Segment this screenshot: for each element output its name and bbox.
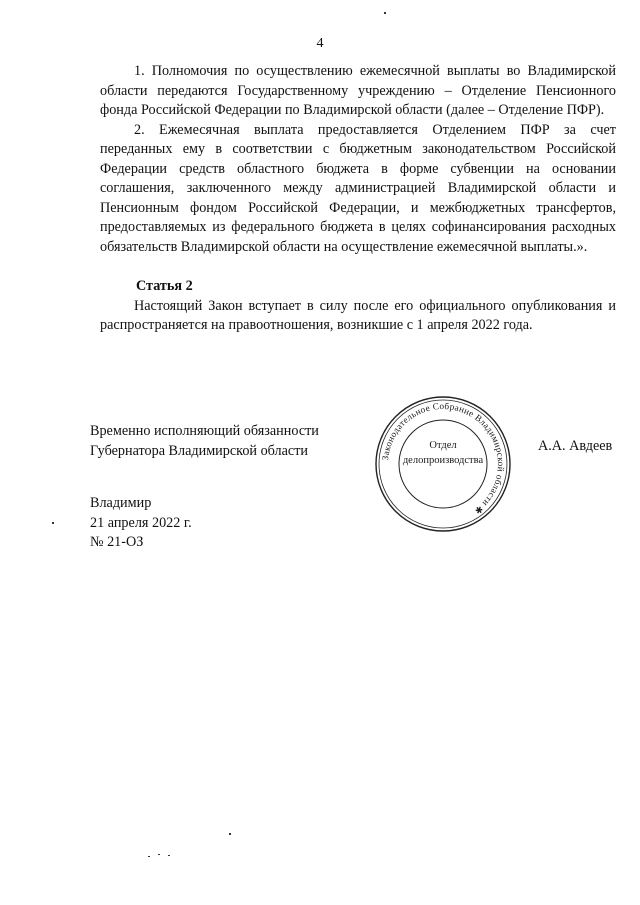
scan-speck [52, 522, 54, 524]
signature-title-line-1: Временно исполняющий обязанности [90, 423, 319, 439]
issue-date: 21 апреля 2022 г. [90, 514, 192, 531]
stamp-center-text [391, 438, 495, 468]
stamp-center-line-2: делопроизводства [402, 455, 484, 466]
scan-speck [384, 12, 386, 14]
issue-details [90, 494, 192, 553]
scan-speck [168, 855, 170, 856]
article-heading: Статья 2 [136, 278, 193, 294]
scan-speck [148, 856, 150, 857]
signature-title-line-2: Губернатора Владимирской области [90, 442, 308, 459]
scan-speck [229, 833, 231, 835]
signatory-name: А.А. Авдеев [538, 438, 613, 454]
issue-city: Владимир [90, 495, 152, 511]
document-body [100, 62, 616, 336]
paragraph-1: 1. Полномочия по осуществлению ежемесячной выплаты во Владимирской области передаются Государственному учреждению – Отделение Пенсионного фонда Российской Федерации по Владимирской области (далее – Отделение ПФР). [100, 63, 616, 118]
signature-title [90, 422, 319, 461]
law-number: № 21-ОЗ [90, 534, 144, 550]
svg-text:Законодательное Собрание Влади: Законодательное Собрание Владимирской области ✱ [380, 400, 507, 517]
article-text: Настоящий Закон вступает в силу после его официального опубликования и распространяется на правоотношения, возникшие с 1 апреля 2022 года. [100, 297, 616, 333]
page-number: 4 [316, 36, 324, 51]
paragraph-2: 2. Ежемесячная выплата предоставляется Отделением ПФР за счет переданных ему в соответствии с бюджетным законодательством Российской Федерации средств областного бюджета в форме субвенции на основании соглашения, заключенного между администрацией Владимирской области и Пенсионным фондом Российской Федерации, и межбюджетных трансфертов, предоставляемых из федерального бюджета в целях софинансирования расходных обязательств Владимирской области на осуществление ежемесячной выплаты.». [100, 121, 616, 255]
official-stamp [373, 394, 513, 534]
scan-speck [158, 854, 160, 855]
stamp-center-line-1: Отдел [429, 440, 457, 451]
